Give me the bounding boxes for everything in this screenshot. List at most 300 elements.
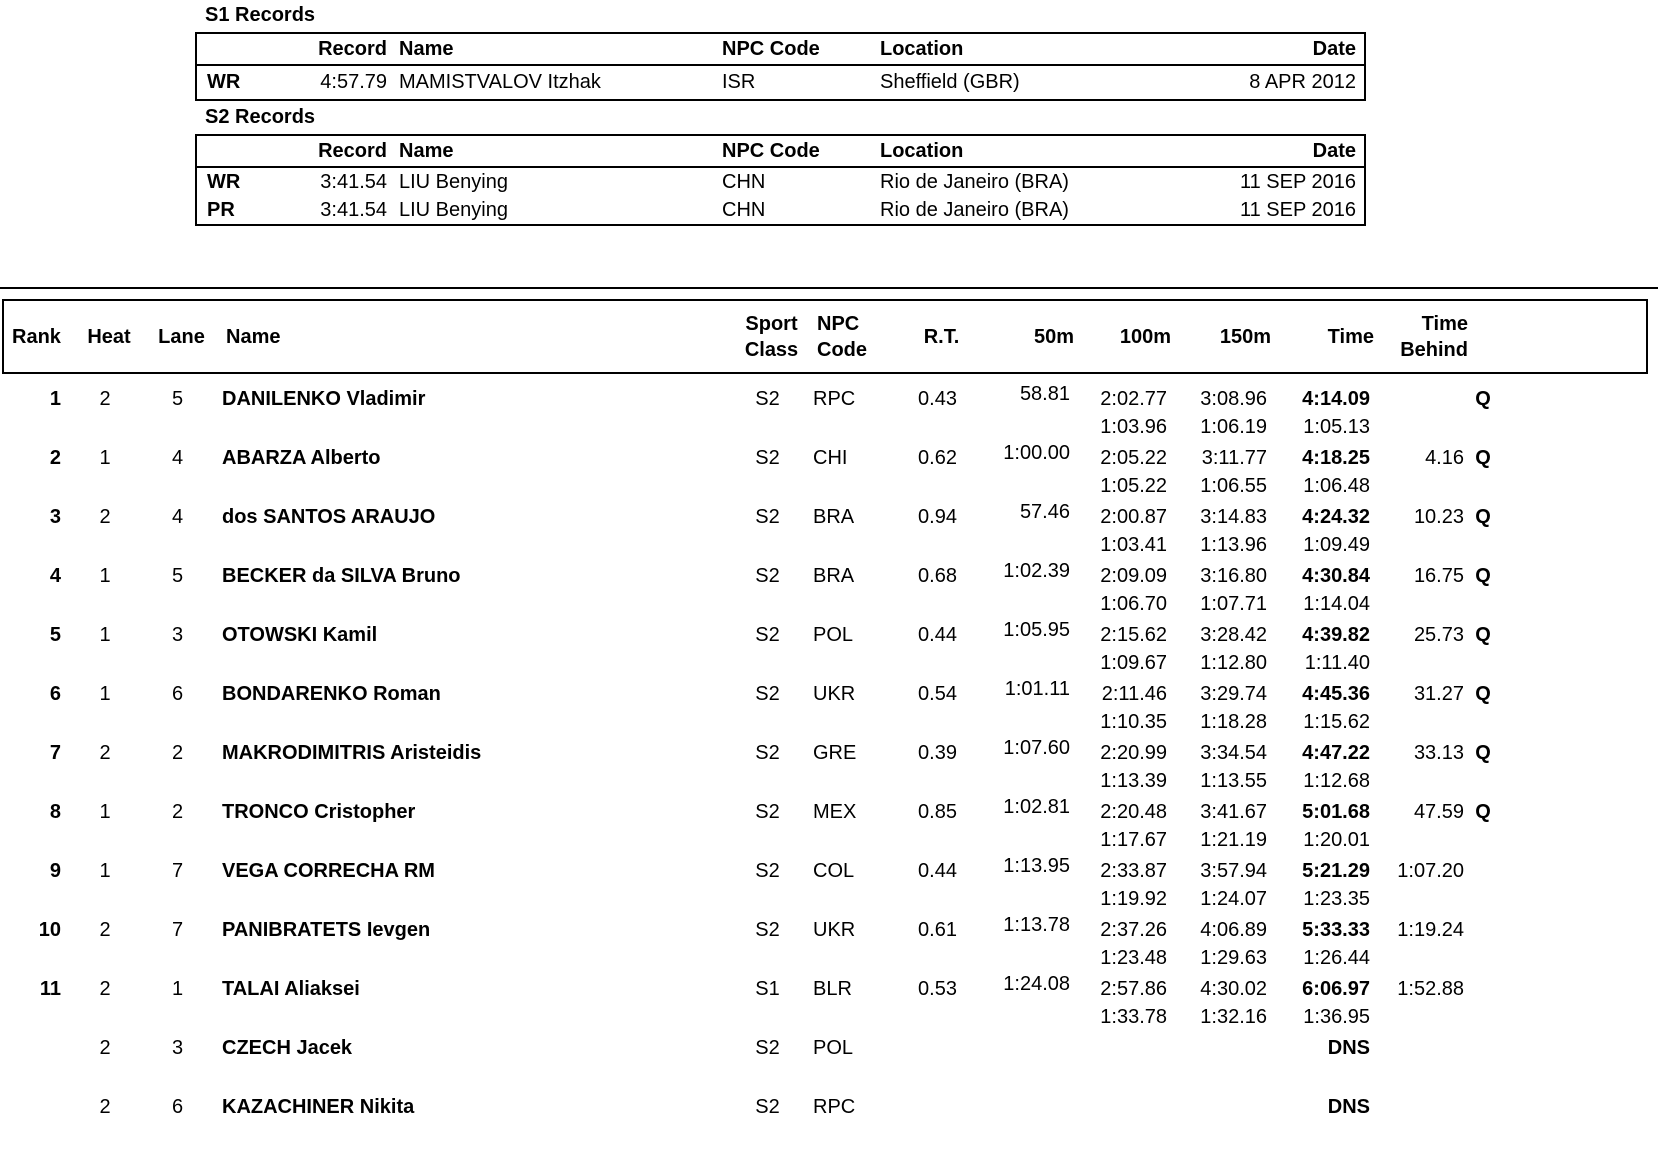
result-reaction-time: 0.44 bbox=[918, 860, 957, 882]
result-150m-split: 3:41.67 bbox=[1200, 801, 1267, 823]
records-header-record: Record bbox=[318, 38, 387, 60]
result-50m-split bbox=[1000, 1088, 1070, 1118]
result-time-behind: 33.13 bbox=[1413, 742, 1464, 764]
result-150m-split: 3:29.74 bbox=[1200, 683, 1267, 705]
result-lap-final: 1:11.40 bbox=[1304, 652, 1370, 674]
result-entry bbox=[0, 1034, 1658, 1093]
result-100m-split: 2:37.26 bbox=[1100, 919, 1167, 941]
spacer bbox=[210, 533, 730, 559]
spacer bbox=[1000, 410, 1070, 436]
result-npc-code: BLR bbox=[813, 978, 852, 1000]
spacer bbox=[1000, 882, 1070, 908]
spacer bbox=[730, 651, 805, 677]
result-final-time: 4:45.36 bbox=[1302, 683, 1370, 705]
spacer bbox=[210, 946, 730, 972]
result-50m-split bbox=[1000, 1029, 1070, 1059]
result-reaction-time bbox=[875, 1093, 1000, 1123]
spacer bbox=[875, 1123, 1000, 1149]
header-qualifier-spacer bbox=[1468, 301, 1506, 372]
result-lane: 3 bbox=[171, 1037, 184, 1059]
spacer bbox=[730, 474, 805, 500]
spacer bbox=[65, 533, 145, 559]
spacer bbox=[210, 769, 730, 795]
spacer bbox=[1502, 710, 1658, 736]
result-time-behind: 1:19.24 bbox=[1397, 919, 1464, 941]
result-heat: 2 bbox=[99, 388, 111, 410]
record-location: Sheffield (GBR) bbox=[880, 71, 1020, 93]
result-sport-class: S2 bbox=[755, 801, 780, 823]
header-rank: Rank bbox=[12, 325, 61, 348]
result-qualifier bbox=[1464, 1093, 1502, 1123]
result-lane: 4 bbox=[171, 447, 184, 469]
result-time-behind: 31.27 bbox=[1413, 683, 1464, 705]
result-heat: 2 bbox=[99, 1037, 111, 1059]
header-150m: 150m bbox=[1219, 325, 1271, 348]
spacer bbox=[1000, 705, 1070, 731]
spacer bbox=[210, 1064, 730, 1090]
result-npc-code: MEX bbox=[813, 801, 857, 823]
result-lap-final: 1:09.49 bbox=[1303, 534, 1370, 556]
spacer bbox=[0, 887, 65, 913]
spacer bbox=[1370, 533, 1464, 559]
result-lap-final: 1:06.48 bbox=[1303, 475, 1370, 497]
spacer bbox=[65, 1123, 145, 1149]
spacer bbox=[210, 828, 730, 854]
spacer bbox=[65, 710, 145, 736]
result-laps-line bbox=[0, 533, 1658, 559]
result-sport-class: S2 bbox=[755, 447, 780, 469]
result-100m-split: 2:05.22 bbox=[1100, 447, 1167, 469]
result-entry bbox=[0, 562, 1658, 621]
result-time-behind: 1:07.20 bbox=[1397, 860, 1464, 882]
result-150m-split: 4:30.02 bbox=[1200, 978, 1267, 1000]
result-lane: 6 bbox=[171, 683, 184, 705]
result-100m-split: 2:20.48 bbox=[1100, 801, 1167, 823]
spacer bbox=[1370, 1005, 1464, 1031]
result-lap-100m: 1:03.96 bbox=[1100, 416, 1167, 438]
s1-records-title: S1 Records bbox=[205, 4, 316, 26]
spacer bbox=[1506, 301, 1646, 372]
spacer bbox=[805, 415, 875, 441]
result-50m-split: 58.81 bbox=[1019, 383, 1070, 405]
result-lap-100m: 1:23.48 bbox=[1100, 947, 1167, 969]
spacer bbox=[1464, 415, 1502, 441]
header-time: Time bbox=[1327, 325, 1374, 348]
result-npc-code: RPC bbox=[813, 388, 856, 410]
result-final-time: 4:47.22 bbox=[1302, 742, 1370, 764]
result-entry bbox=[0, 975, 1658, 1034]
result-main-line bbox=[0, 739, 1658, 769]
result-name: TALAI Aliaksei bbox=[222, 978, 360, 1000]
result-lap-150m: 1:12.80 bbox=[1200, 652, 1267, 674]
result-lap-150m: 1:13.96 bbox=[1200, 534, 1267, 556]
result-npc-code: BRA bbox=[813, 506, 855, 528]
spacer bbox=[1502, 1064, 1658, 1090]
results-rows bbox=[0, 385, 1658, 1152]
result-name: KAZACHINER Nikita bbox=[222, 1096, 415, 1118]
result-lap-150m: 1:32.16 bbox=[1200, 1006, 1267, 1028]
result-npc-code: UKR bbox=[813, 919, 856, 941]
result-lap-150m: 1:18.28 bbox=[1200, 711, 1267, 733]
spacer bbox=[145, 1123, 210, 1149]
result-time-behind: 1:52.88 bbox=[1397, 978, 1464, 1000]
spacer bbox=[1370, 592, 1464, 618]
result-main-line bbox=[0, 916, 1658, 946]
result-100m-split: 2:09.09 bbox=[1100, 565, 1167, 587]
spacer bbox=[65, 1064, 145, 1090]
result-name: BECKER da SILVA Bruno bbox=[222, 565, 461, 587]
spacer bbox=[210, 1005, 730, 1031]
result-laps-line bbox=[0, 474, 1658, 500]
result-final-time: DNS bbox=[1327, 1037, 1370, 1059]
result-laps-line bbox=[0, 828, 1658, 854]
spacer bbox=[805, 887, 875, 913]
spacer bbox=[730, 887, 805, 913]
result-sport-class: S2 bbox=[755, 860, 780, 882]
records-header-date: Date bbox=[1312, 140, 1356, 162]
header-sport-class: Sport Class bbox=[744, 312, 799, 361]
record-time: 3:41.54 bbox=[320, 171, 387, 193]
result-qualifier bbox=[1464, 857, 1502, 887]
result-rank: 10 bbox=[38, 919, 61, 941]
result-entry bbox=[0, 916, 1658, 975]
result-lap-100m: 1:13.39 bbox=[1100, 770, 1167, 792]
result-reaction-time: 0.44 bbox=[918, 624, 957, 646]
result-lane: 5 bbox=[171, 565, 184, 587]
result-time-behind: 4.16 bbox=[1425, 447, 1464, 469]
spacer bbox=[730, 828, 805, 854]
result-lap-100m: 1:33.78 bbox=[1100, 1006, 1167, 1028]
record-date: 8 APR 2012 bbox=[1249, 71, 1356, 93]
spacer bbox=[730, 592, 805, 618]
result-lap-final bbox=[1267, 1123, 1370, 1149]
s2-records-table bbox=[195, 134, 1366, 226]
result-sport-class: S2 bbox=[755, 1037, 780, 1059]
spacer bbox=[730, 946, 805, 972]
s2-records-body bbox=[197, 168, 1364, 224]
result-reaction-time: 0.62 bbox=[918, 447, 957, 469]
spacer bbox=[1464, 887, 1502, 913]
result-rank: 1 bbox=[49, 388, 61, 410]
result-heat: 2 bbox=[99, 1096, 111, 1118]
result-rank: 11 bbox=[39, 978, 61, 1000]
result-reaction-time: 0.43 bbox=[918, 388, 957, 410]
result-npc-code: POL bbox=[813, 1037, 854, 1059]
result-laps-line bbox=[0, 946, 1658, 972]
spacer bbox=[1464, 474, 1502, 500]
result-lap-100m: 1:03.41 bbox=[1100, 534, 1167, 556]
result-qualifier: Q bbox=[1475, 801, 1491, 823]
spacer bbox=[730, 1064, 805, 1090]
result-lap-final: 1:20.01 bbox=[1303, 829, 1370, 851]
spacer bbox=[210, 415, 730, 441]
result-qualifier: Q bbox=[1475, 624, 1491, 646]
result-reaction-time bbox=[875, 1034, 1000, 1064]
result-npc-code: BRA bbox=[813, 565, 855, 587]
record-location: Rio de Janeiro (BRA) bbox=[880, 171, 1069, 193]
result-main-line bbox=[0, 975, 1658, 1005]
result-final-time: 4:18.25 bbox=[1302, 447, 1370, 469]
spacer bbox=[1464, 946, 1502, 972]
result-150m-split: 3:14.83 bbox=[1200, 506, 1267, 528]
result-name: BONDARENKO Roman bbox=[222, 683, 441, 705]
header-npc-code: NPC Code bbox=[817, 312, 867, 361]
result-name: DANILENKO Vladimir bbox=[222, 388, 426, 410]
result-time-behind bbox=[1370, 1093, 1464, 1123]
result-lap-final: 1:26.44 bbox=[1303, 947, 1370, 969]
result-qualifier: Q bbox=[1475, 506, 1491, 528]
result-lap-100m: 1:09.67 bbox=[1100, 652, 1167, 674]
result-name: OTOWSKI Kamil bbox=[222, 624, 378, 646]
result-50m-split: 1:01.11 bbox=[1004, 678, 1070, 700]
result-entry bbox=[0, 680, 1658, 739]
spacer bbox=[65, 474, 145, 500]
spacer bbox=[0, 651, 65, 677]
result-lane: 3 bbox=[171, 624, 184, 646]
records-header-date: Date bbox=[1312, 38, 1356, 60]
result-main-line bbox=[0, 444, 1658, 474]
spacer bbox=[145, 887, 210, 913]
record-npc-code: CHN bbox=[722, 199, 766, 221]
spacer bbox=[145, 533, 210, 559]
spacer bbox=[0, 474, 65, 500]
record-date: 11 SEP 2016 bbox=[1239, 199, 1356, 221]
spacer bbox=[1502, 828, 1658, 854]
result-main-line bbox=[0, 1034, 1658, 1064]
result-laps-line bbox=[0, 769, 1658, 795]
result-100m-split: 2:02.77 bbox=[1100, 388, 1167, 410]
s1-records-table bbox=[195, 32, 1366, 101]
spacer bbox=[1370, 651, 1464, 677]
result-lap-150m: 1:06.19 bbox=[1200, 416, 1267, 438]
header-50m: 50m bbox=[1033, 325, 1074, 348]
spacer bbox=[0, 533, 65, 559]
record-date: 11 SEP 2016 bbox=[1239, 171, 1356, 193]
result-rank: 9 bbox=[49, 860, 61, 882]
result-lap-150m: 1:21.19 bbox=[1200, 829, 1267, 851]
spacer bbox=[1000, 764, 1070, 790]
result-final-time: 5:33.33 bbox=[1302, 919, 1370, 941]
result-lane: 7 bbox=[171, 919, 184, 941]
records-header-row bbox=[197, 136, 1364, 168]
result-final-time: 4:30.84 bbox=[1302, 565, 1370, 587]
spacer bbox=[805, 1005, 875, 1031]
result-laps-line bbox=[0, 1005, 1658, 1031]
header-100m: 100m bbox=[1119, 325, 1171, 348]
result-rank: 3 bbox=[49, 506, 61, 528]
result-50m-split: 57.46 bbox=[1019, 501, 1070, 523]
records-row bbox=[197, 168, 1364, 196]
result-lap-final bbox=[1267, 1064, 1370, 1090]
spacer bbox=[1370, 1123, 1464, 1149]
result-lap-150m: 1:06.55 bbox=[1200, 475, 1267, 497]
results-header-row bbox=[4, 301, 1646, 372]
result-sport-class: S1 bbox=[755, 978, 780, 1000]
record-name: LIU Benying bbox=[399, 199, 508, 221]
result-lap-100m: 1:17.67 bbox=[1100, 829, 1167, 851]
spacer bbox=[65, 592, 145, 618]
spacer bbox=[1502, 769, 1658, 795]
spacer bbox=[875, 474, 1000, 500]
spacer bbox=[1464, 710, 1502, 736]
spacer bbox=[1502, 385, 1658, 415]
result-100m-split: 2:33.87 bbox=[1100, 860, 1167, 882]
result-lap-150m bbox=[1167, 1064, 1267, 1090]
spacer bbox=[145, 592, 210, 618]
spacer bbox=[1502, 503, 1658, 533]
spacer bbox=[875, 1005, 1000, 1031]
record-time: 4:57.79 bbox=[320, 71, 387, 93]
spacer bbox=[145, 474, 210, 500]
result-heat: 2 bbox=[99, 506, 111, 528]
result-time-behind: 16.75 bbox=[1413, 565, 1464, 587]
result-main-line bbox=[0, 503, 1658, 533]
result-heat: 1 bbox=[99, 801, 111, 823]
spacer bbox=[145, 710, 210, 736]
spacer bbox=[1502, 621, 1658, 651]
result-laps-line bbox=[0, 1123, 1658, 1149]
spacer bbox=[1464, 1064, 1502, 1090]
spacer bbox=[1370, 474, 1464, 500]
result-50m-split: 1:13.78 bbox=[1003, 914, 1070, 936]
result-lap-final: 1:12.68 bbox=[1303, 770, 1370, 792]
result-reaction-time: 0.54 bbox=[918, 683, 957, 705]
spacer bbox=[1464, 651, 1502, 677]
result-rank: 7 bbox=[49, 742, 61, 764]
spacer bbox=[65, 651, 145, 677]
result-entry bbox=[0, 444, 1658, 503]
result-main-line bbox=[0, 680, 1658, 710]
s1-records-body bbox=[197, 66, 1364, 99]
spacer bbox=[0, 592, 65, 618]
result-50m-split: 1:02.39 bbox=[1003, 560, 1070, 582]
result-reaction-time: 0.85 bbox=[918, 801, 957, 823]
spacer bbox=[65, 828, 145, 854]
spacer bbox=[1502, 946, 1658, 972]
spacer bbox=[1464, 828, 1502, 854]
spacer bbox=[1502, 798, 1658, 828]
spacer bbox=[805, 651, 875, 677]
result-heat: 2 bbox=[99, 978, 111, 1000]
spacer bbox=[1502, 887, 1658, 913]
spacer bbox=[730, 415, 805, 441]
records-header-name: Name bbox=[399, 38, 454, 60]
result-lap-150m: 1:29.63 bbox=[1200, 947, 1267, 969]
result-final-time: 5:21.29 bbox=[1302, 860, 1370, 882]
spacer bbox=[145, 828, 210, 854]
spacer bbox=[210, 651, 730, 677]
spacer bbox=[0, 1064, 65, 1090]
result-150m-split: 3:34.54 bbox=[1200, 742, 1267, 764]
record-type: WR bbox=[207, 71, 241, 93]
result-50m-split: 1:07.60 bbox=[1003, 737, 1070, 759]
spacer bbox=[145, 651, 210, 677]
result-final-time: 5:01.68 bbox=[1302, 801, 1370, 823]
result-100m-split: 2:15.62 bbox=[1100, 624, 1167, 646]
spacer bbox=[1502, 444, 1658, 474]
result-qualifier bbox=[1464, 975, 1502, 1005]
result-name: VEGA CORRECHA RM bbox=[222, 860, 435, 882]
spacer bbox=[875, 415, 1000, 441]
result-npc-code: CHI bbox=[813, 447, 848, 469]
result-150m-split: 3:28.42 bbox=[1200, 624, 1267, 646]
record-name: LIU Benying bbox=[399, 171, 508, 193]
spacer bbox=[1464, 769, 1502, 795]
spacer bbox=[730, 533, 805, 559]
spacer bbox=[1502, 1005, 1658, 1031]
record-time: 3:41.54 bbox=[320, 199, 387, 221]
result-main-line bbox=[0, 385, 1658, 415]
records-header-name: Name bbox=[399, 140, 454, 162]
spacer bbox=[875, 828, 1000, 854]
spacer bbox=[1000, 646, 1070, 672]
spacer bbox=[1464, 1005, 1502, 1031]
spacer bbox=[210, 592, 730, 618]
results-top-rule bbox=[0, 287, 1658, 289]
result-lane: 2 bbox=[171, 801, 184, 823]
spacer bbox=[1502, 651, 1658, 677]
result-time-behind: 47.59 bbox=[1413, 801, 1464, 823]
result-150m-split bbox=[1167, 1034, 1267, 1064]
spacer bbox=[875, 651, 1000, 677]
result-sport-class: S2 bbox=[755, 506, 780, 528]
spacer bbox=[805, 533, 875, 559]
result-lap-150m: 1:13.55 bbox=[1200, 770, 1267, 792]
spacer bbox=[1502, 1123, 1658, 1149]
result-heat: 1 bbox=[99, 624, 111, 646]
result-entry bbox=[0, 739, 1658, 798]
spacer bbox=[805, 474, 875, 500]
result-main-line bbox=[0, 857, 1658, 887]
records-header-record: Record bbox=[318, 140, 387, 162]
result-time-behind: 10.23 bbox=[1413, 506, 1464, 528]
result-reaction-time: 0.94 bbox=[918, 506, 957, 528]
result-100m-split: 2:00.87 bbox=[1100, 506, 1167, 528]
result-time-behind: 25.73 bbox=[1413, 624, 1464, 646]
result-name: CZECH Jacek bbox=[222, 1037, 353, 1059]
result-entry bbox=[0, 621, 1658, 680]
spacer bbox=[145, 946, 210, 972]
result-name: TRONCO Cristopher bbox=[222, 801, 416, 823]
result-qualifier bbox=[1464, 916, 1502, 946]
result-main-line bbox=[0, 562, 1658, 592]
s2-records-title: S2 Records bbox=[205, 106, 316, 128]
result-50m-split: 1:24.08 bbox=[1003, 973, 1070, 995]
result-sport-class: S2 bbox=[755, 919, 780, 941]
spacer bbox=[805, 592, 875, 618]
spacer bbox=[0, 1123, 65, 1149]
result-lap-final: 1:14.04 bbox=[1303, 593, 1370, 615]
spacer bbox=[1000, 528, 1070, 554]
result-100m-split bbox=[1070, 1034, 1167, 1064]
result-heat: 1 bbox=[99, 683, 111, 705]
spacer bbox=[1370, 946, 1464, 972]
result-qualifier: Q bbox=[1475, 447, 1491, 469]
result-sport-class: S2 bbox=[755, 1096, 780, 1118]
spacer bbox=[210, 710, 730, 736]
spacer bbox=[1464, 1123, 1502, 1149]
spacer bbox=[805, 946, 875, 972]
result-sport-class: S2 bbox=[755, 683, 780, 705]
result-lap-final: 1:05.13 bbox=[1303, 416, 1370, 438]
result-150m-split: 4:06.89 bbox=[1200, 919, 1267, 941]
result-lap-100m bbox=[1070, 1064, 1167, 1090]
result-name: PANIBRATETS Ievgen bbox=[222, 919, 431, 941]
spacer bbox=[875, 533, 1000, 559]
result-lane: 5 bbox=[171, 388, 184, 410]
result-rank bbox=[0, 1034, 65, 1064]
result-100m-split: 2:11.46 bbox=[1101, 683, 1167, 705]
